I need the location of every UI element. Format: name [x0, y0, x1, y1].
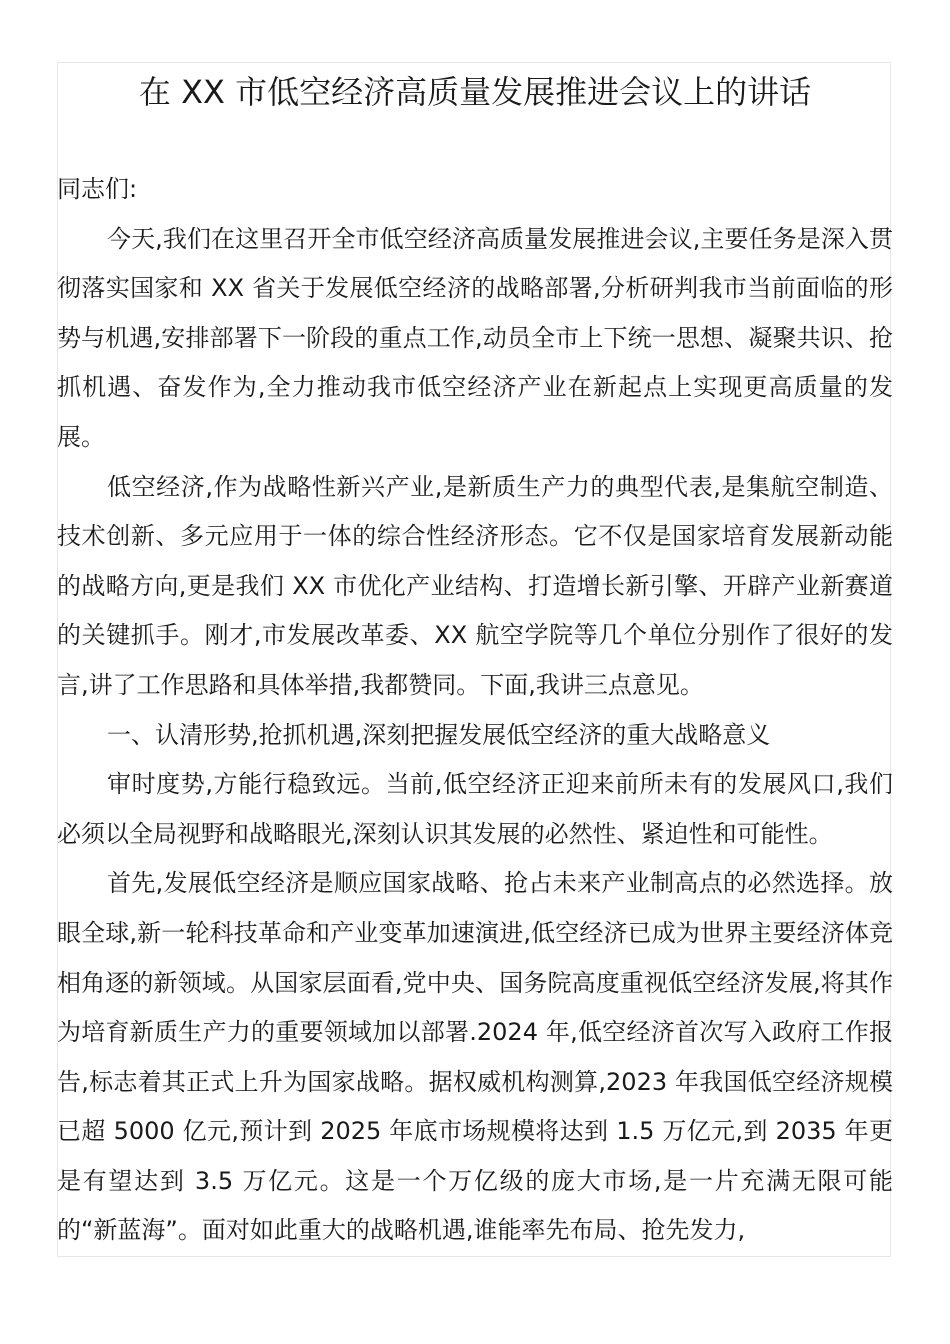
section-heading-1: 一、认清形势,抢抓机遇,深刻把握发展低空经济的重大战略意义: [107, 720, 771, 749]
document-body: [57, 165, 893, 1256]
salutation: 同志们:: [57, 175, 138, 203]
document-title: 在 XX 市低空经济高质量发展推进会议上的讲话: [138, 73, 812, 111]
paragraph-opening: 今天,我们在这里召开全市低空经济高质量发展推进会议,主要任务是深入贯彻落实国家和 XX 省关于发展低空经济的战略部署,分析研判我市当前面临的形势与机遇,安排部署下一阶段的重点工作,动员全市上下统一思想、凝聚共识、抢抓机遇、奋发作为,全力推动我市低空经济产业在新起点上实现更高质量的发展。: [57, 224, 893, 451]
paragraph-first-point: 首先,发展低空经济是顺应国家战略、抢占未来产业制高点的必然选择。放眼全球,新一轮科技革命和产业变革加速演进,低空经济已成为世界主要经济体竞相角逐的新领域。从国家层面看,党中央、国务院高度重视低空经济发展,将其作为培育新质生产力的重要领域加以部署.2024 年,低空经济首次写入政府工作报告,标志着其正式上升为国家战略。据权威机构测算,2023 年我国低空经济规模已超 5000 亿元,预计到 2025 年底市场规模将达到 1.5 万亿元,到 2035 年更是有望达到 3.5 万亿元。这是一个万亿级的庞大市场,是一片充满无限可能的“新蓝海”。面对如此重大的战略机遇,谁能率先布局、抢先发力,: [57, 869, 893, 1245]
paragraph-low-altitude-economy: 低空经济,作为战略性新兴产业,是新质生产力的典型代表,是集航空制造、技术创新、多元应用于一体的综合性经济形态。它不仅是国家培育发展新动能的战略方向,更是我们 XX 市优化产业结构、打造增长新引擎、开辟产业新赛道的关键抓手。刚才,市发展改革委、XX 航空学院等几个单位分别作了很好的发言,讲了工作思路和具体举措,我都赞同。下面,我讲三点意见。: [57, 472, 893, 699]
paragraph-situation: 审时度势,方能行稳致远。当前,低空经济正迎来前所未有的发展风口,我们必须以全局视野和战略眼光,深刻认识其发展的必然性、紧迫性和可能性。: [57, 770, 893, 848]
